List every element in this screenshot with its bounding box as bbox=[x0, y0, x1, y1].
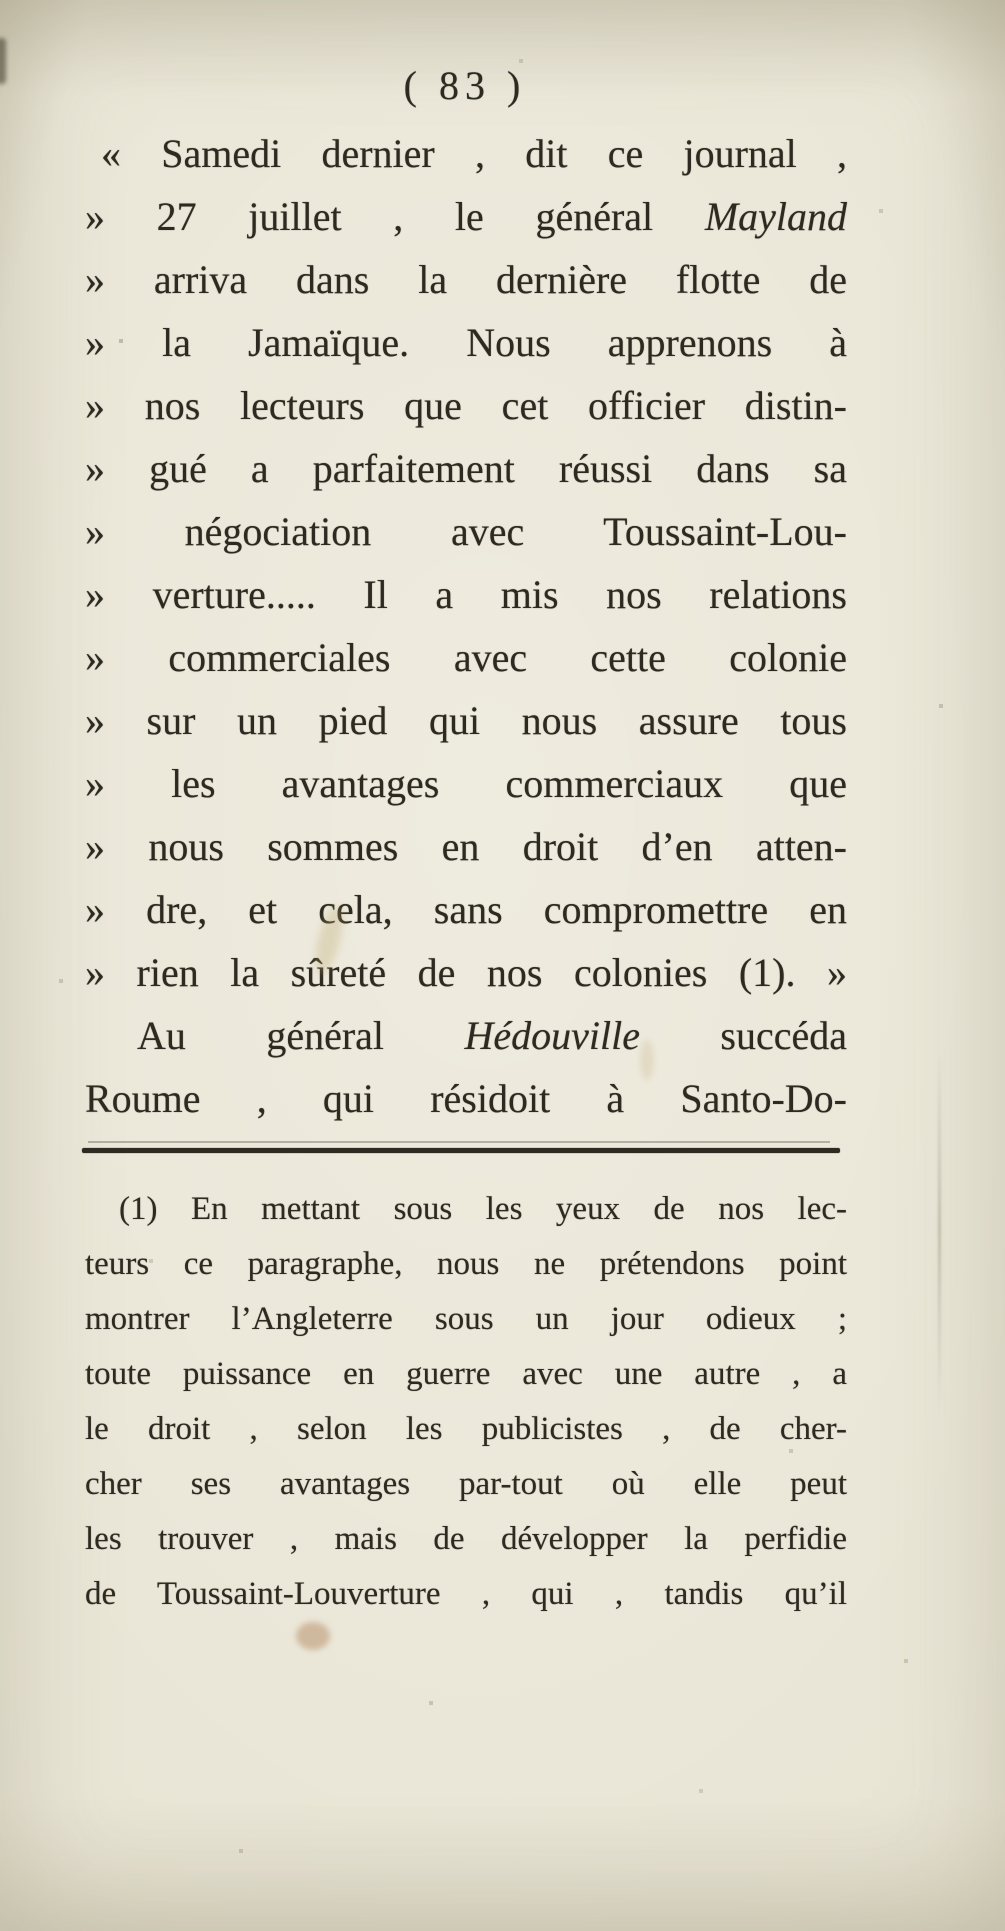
text-segment: » nous sommes en droit d’en atten- bbox=[85, 824, 847, 869]
main-text-line bbox=[85, 752, 847, 815]
text-segment: » les avantages commerciaux que bbox=[85, 761, 847, 806]
text-segment: Au général bbox=[137, 1013, 465, 1058]
paper-stain bbox=[296, 1622, 330, 1650]
text-segment: toute puissance en guerre avec une autre , a bbox=[85, 1356, 847, 1392]
footnote-block bbox=[85, 1182, 847, 1622]
footnote-rule bbox=[82, 1148, 840, 1153]
main-text-line bbox=[85, 878, 847, 941]
footnote-line bbox=[85, 1347, 847, 1402]
text-segment: succéda bbox=[639, 1013, 847, 1058]
text-segment: » dre, et cela, sans compromettre en bbox=[85, 887, 847, 932]
paper-specks bbox=[0, 0, 2, 2]
main-text-block bbox=[85, 122, 847, 1130]
scan-edge-artifact bbox=[0, 38, 6, 84]
italic-text-segment: Hédouville bbox=[464, 1013, 640, 1058]
main-text-line bbox=[85, 185, 847, 248]
text-segment: » gué a parfaitement réussi dans sa bbox=[85, 446, 847, 491]
main-text-line bbox=[85, 1067, 847, 1130]
main-text-line bbox=[85, 626, 847, 689]
text-segment: » arriva dans la dernière flotte de bbox=[85, 257, 847, 302]
text-segment: » nos lecteurs que cet officier distin- bbox=[85, 383, 847, 428]
text-segment: (1) En mettant sous les yeux de nos lec- bbox=[119, 1191, 847, 1227]
footnote-line bbox=[85, 1237, 847, 1292]
footnote-line bbox=[85, 1182, 847, 1237]
page-number: ( 83 ) bbox=[403, 63, 527, 108]
main-text-line bbox=[85, 1004, 847, 1067]
text-segment: » sur un pied qui nous assure tous bbox=[85, 698, 847, 743]
text-segment: » 27 juillet , le général bbox=[85, 194, 705, 239]
main-text-line bbox=[85, 689, 847, 752]
footnote-line bbox=[85, 1292, 847, 1347]
main-text-line bbox=[85, 437, 847, 500]
text-segment: le droit , selon les publicistes , de cher- bbox=[85, 1411, 847, 1447]
text-segment: de Toussaint-Louverture , qui , tandis qu’il bbox=[85, 1576, 847, 1612]
italic-text-segment: Mayland bbox=[704, 194, 847, 239]
text-segment: « Samedi dernier , dit ce journal , bbox=[101, 131, 847, 176]
text-segment: » la Jamaïque. Nous apprenons à bbox=[85, 320, 847, 365]
text-segment: » négociation avec Toussaint-Lou- bbox=[85, 509, 847, 554]
text-segment: » verture..... Il a mis nos relations bbox=[85, 572, 847, 617]
main-text-line bbox=[85, 311, 847, 374]
main-text-line bbox=[85, 563, 847, 626]
paper-crease bbox=[938, 1050, 941, 1410]
main-text-line bbox=[85, 248, 847, 311]
text-segment: montrer l’Angleterre sous un jour odieux ; bbox=[85, 1301, 847, 1337]
footnote-line bbox=[85, 1512, 847, 1567]
main-text-line bbox=[85, 941, 847, 1004]
main-text-line bbox=[85, 500, 847, 563]
text-segment: teurs ce paragraphe, nous ne prétendons point bbox=[85, 1246, 847, 1282]
footnote-line bbox=[85, 1567, 847, 1622]
footnote-line bbox=[85, 1402, 847, 1457]
main-text-line bbox=[85, 122, 847, 185]
text-segment: les trouver , mais de développer la perfidie bbox=[85, 1521, 847, 1557]
text-segment: » rien la sûreté de nos colonies (1). » bbox=[85, 950, 847, 995]
text-segment: cher ses avantages par-tout où elle peut bbox=[85, 1466, 847, 1502]
main-text-line bbox=[85, 374, 847, 437]
text-segment: » commerciales avec cette colonie bbox=[85, 635, 847, 680]
footnote-line bbox=[85, 1457, 847, 1512]
text-segment: Roume , qui résidoit à Santo-Do- bbox=[85, 1076, 847, 1121]
main-text-line bbox=[85, 815, 847, 878]
